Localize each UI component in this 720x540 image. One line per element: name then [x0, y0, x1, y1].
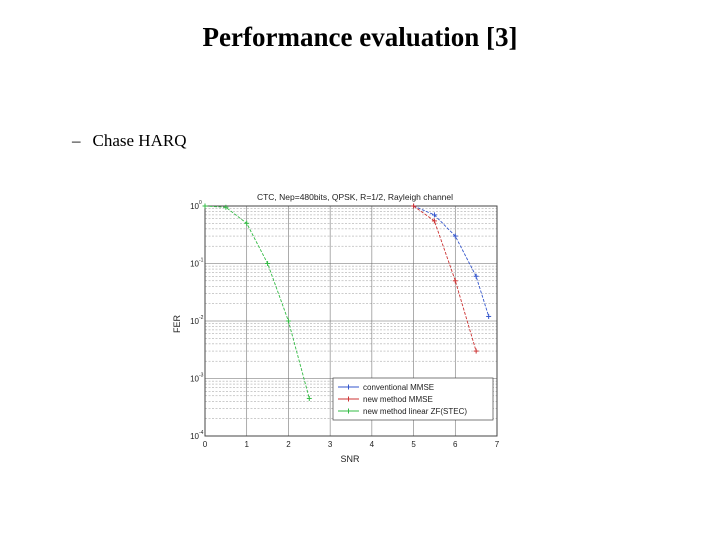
- y-axis-label: FER: [172, 315, 182, 333]
- data-point: [286, 319, 291, 324]
- bullet-item: [72, 131, 186, 151]
- legend: [333, 378, 493, 420]
- x-tick-label: 0: [202, 440, 208, 449]
- series-line: [414, 206, 489, 316]
- x-tick-label: 3: [327, 440, 333, 449]
- slide-title: Performance evaluation [3]: [202, 22, 518, 52]
- y-tick-exponent: -2: [199, 315, 204, 321]
- y-tick-label: 10: [190, 432, 199, 441]
- data-point: [203, 204, 208, 209]
- bullet-text: Chase HARQ: [92, 131, 187, 150]
- y-tick-exponent: -4: [199, 430, 204, 436]
- data-point: [474, 274, 479, 279]
- x-tick-label: 7: [494, 440, 500, 449]
- y-tick-label: 10: [190, 202, 199, 211]
- x-tick-label: 2: [286, 440, 291, 449]
- data-point: [474, 349, 479, 354]
- fer-vs-snr-chart: [170, 186, 520, 466]
- x-tick-label: 4: [369, 440, 375, 449]
- y-tick-label: 10: [190, 374, 199, 384]
- x-tick-label: 6: [453, 440, 458, 449]
- series-layer: [203, 204, 492, 401]
- legend-label: new method linear ZF(STEC): [363, 407, 468, 416]
- series-line: [414, 206, 477, 351]
- chart-title: CTC, Nep=480bits, QPSK, R=1/2, Rayleigh channel: [256, 192, 454, 202]
- y-tick-exponent: -3: [199, 372, 204, 379]
- y-tick-exponent: 0: [199, 200, 202, 206]
- series-line: [205, 206, 309, 398]
- data-point: [265, 261, 270, 266]
- legend-label: new method MMSE: [363, 395, 433, 404]
- y-tick-label: 10: [190, 317, 199, 326]
- y-tick-label: 10: [190, 259, 199, 269]
- x-tick-label: 1: [244, 440, 249, 449]
- x-tick-label: 5: [411, 440, 416, 449]
- series-3: [203, 204, 312, 401]
- data-point: [453, 278, 458, 283]
- bullet-marker: –: [72, 131, 81, 150]
- data-point: [307, 396, 312, 401]
- y-tick-exponent: -1: [199, 257, 204, 264]
- x-axis-label: SNR: [340, 454, 360, 464]
- legend-label: conventional MMSE: [363, 383, 435, 392]
- data-point: [486, 314, 491, 319]
- data-point: [244, 221, 249, 226]
- series-1: [411, 204, 491, 319]
